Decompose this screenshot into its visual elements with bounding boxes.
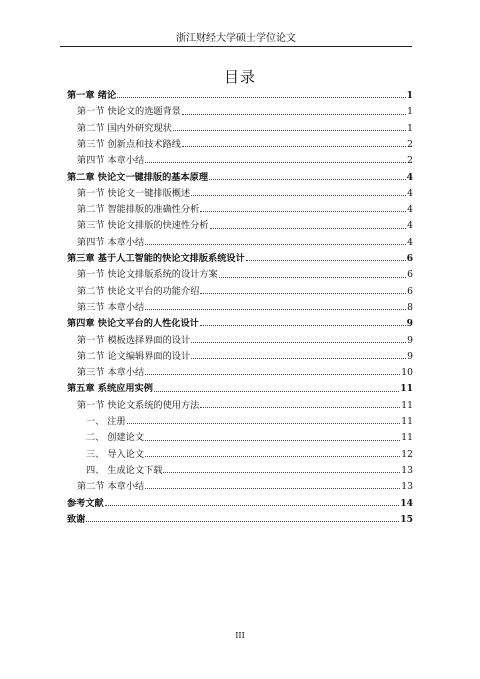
toc-page-number: 13 — [401, 481, 413, 493]
toc-entry-text: 第三节 快论文排版的快速性分析 — [77, 220, 209, 232]
toc-entry-text: 第二节 快论文平台的功能介绍 — [77, 285, 200, 297]
toc-entry[interactable] — [67, 347, 413, 363]
toc-entry[interactable] — [67, 282, 413, 298]
toc-page-number: 4 — [407, 204, 413, 216]
toc-leader-dots — [209, 179, 406, 180]
toc-entry[interactable] — [67, 510, 413, 526]
toc-entry-text: 第三节 本章小结 — [77, 301, 145, 313]
toc-entry-text: 第一节 模板选择界面的设计 — [77, 334, 191, 346]
toc-page-number: 9 — [406, 318, 413, 330]
toc-entry[interactable] — [67, 216, 413, 232]
toc-page-number: 11 — [401, 399, 413, 411]
toc-page-number: 6 — [407, 285, 413, 297]
toc-entry[interactable] — [67, 233, 413, 249]
toc-entry[interactable] — [67, 330, 413, 346]
toc-entry-text: 第二节 智能排版的准确性分析 — [77, 204, 200, 216]
toc-leader-dots — [127, 423, 401, 424]
toc-leader-dots — [182, 114, 406, 115]
toc-leader-dots — [191, 195, 406, 196]
toc-page-number: 1 — [407, 106, 413, 118]
toc-entry-text: 一、 注册 — [86, 416, 126, 428]
toc-entry[interactable] — [67, 428, 413, 444]
toc-leader-dots — [86, 521, 399, 522]
toc-entry-text: 第五章 系统应用实例 — [67, 383, 153, 395]
toc-entry[interactable] — [67, 249, 413, 265]
toc-entry-text: 第三章 基于人工智能的快论文排版系统设计 — [67, 253, 245, 265]
toc-entry-text: 第二节 国内外研究现状 — [77, 122, 172, 134]
toc-leader-dots — [163, 472, 400, 473]
toc-entry[interactable] — [67, 167, 413, 183]
toc-entry-text: 第三节 本章小结 — [77, 367, 145, 379]
toc-leader-dots — [200, 407, 400, 408]
toc-entry-text: 二、 创建论文 — [86, 432, 145, 444]
toc-leader-dots — [200, 325, 406, 326]
header-rule — [60, 46, 412, 47]
toc-entry-text: 第三节 创新点和技术路线 — [77, 138, 181, 150]
toc-leader-dots — [145, 440, 400, 441]
toc-page-number: 13 — [401, 464, 413, 476]
toc-page-number: 2 — [407, 138, 413, 150]
toc-entry[interactable] — [67, 265, 413, 281]
toc-entry[interactable] — [67, 461, 413, 477]
toc-page-number: 6 — [407, 269, 413, 281]
toc-entry-text: 三、 导入论文 — [86, 448, 145, 460]
toc-leader-dots — [145, 456, 400, 457]
toc-leader-dots — [200, 211, 406, 212]
toc-leader-dots — [145, 244, 406, 245]
toc-entry[interactable] — [67, 184, 413, 200]
toc-page-number: 15 — [400, 513, 413, 525]
toc-page-number: 1 — [407, 122, 413, 134]
toc-entry-text: 第二节 本章小结 — [77, 481, 145, 493]
toc-entry[interactable] — [67, 477, 413, 493]
toc-entry-text: 参考文献 — [67, 497, 104, 509]
toc-entry[interactable] — [67, 412, 413, 428]
toc-entry[interactable] — [67, 363, 413, 379]
toc-page-number: 9 — [407, 350, 413, 362]
toc-leader-dots — [210, 228, 407, 229]
toc-page-number: 6 — [406, 253, 413, 265]
toc-entry[interactable] — [67, 445, 413, 461]
toc-page-number: 4 — [407, 236, 413, 248]
toc-page-number: 4 — [406, 171, 413, 183]
toc-entry-text: 四、 生成论文下载 — [86, 464, 163, 476]
toc-entry-text: 第二章 快论文一键排版的基本原理 — [67, 171, 209, 183]
toc-title: 目录 — [223, 68, 256, 86]
toc-entry-text: 第一节 快论文排版系统的设计方案 — [77, 269, 218, 281]
toc-leader-dots — [145, 309, 406, 310]
toc-leader-dots — [200, 293, 406, 294]
header-text: 浙江财经大学硕士学位论文 — [176, 33, 296, 44]
toc-entry[interactable] — [67, 119, 413, 135]
toc-leader-dots — [246, 260, 406, 261]
toc-entry[interactable] — [67, 396, 413, 412]
toc-leader-dots — [182, 146, 406, 147]
toc-entry[interactable] — [67, 298, 413, 314]
toc-page-number: 10 — [401, 367, 413, 379]
toc-entry-text: 第二节 论文编辑界面的设计 — [77, 350, 191, 362]
table-of-contents — [67, 86, 413, 526]
toc-page-number: 14 — [400, 497, 413, 509]
toc-page-number: 11 — [400, 383, 413, 395]
toc-entry[interactable] — [67, 102, 413, 118]
toc-page-number: 12 — [401, 448, 413, 460]
toc-entry-text: 第四章 快论文平台的人性化设计 — [67, 318, 199, 330]
toc-leader-dots — [145, 374, 400, 375]
page-number: III — [235, 631, 245, 640]
toc-leader-dots — [173, 130, 406, 131]
toc-entry-text: 致谢 — [67, 513, 86, 525]
toc-leader-dots — [191, 342, 406, 343]
toc-leader-dots — [145, 488, 400, 489]
toc-entry[interactable] — [67, 135, 413, 151]
toc-entry[interactable] — [67, 200, 413, 216]
toc-page-number: 4 — [407, 220, 413, 232]
toc-entry[interactable] — [67, 151, 413, 167]
toc-entry[interactable] — [67, 314, 413, 330]
toc-entry-text: 第一节 快论文系统的使用方法 — [77, 399, 200, 411]
toc-entry[interactable] — [67, 493, 413, 509]
toc-page-number: 8 — [407, 301, 413, 313]
toc-page-number: 4 — [407, 187, 413, 199]
toc-leader-dots — [191, 358, 406, 359]
toc-entry-text: 第一节 快论文的选题背景 — [77, 106, 181, 118]
toc-page-number: 9 — [407, 334, 413, 346]
toc-leader-dots — [145, 162, 406, 163]
toc-entry[interactable] — [67, 379, 413, 395]
toc-leader-dots — [154, 391, 399, 392]
toc-page-number: 11 — [401, 416, 413, 428]
toc-entry-text: 第一章 绪论 — [67, 90, 117, 102]
toc-leader-dots — [105, 505, 399, 506]
toc-page-number: 1 — [406, 90, 413, 102]
toc-entry-text: 第四节 本章小结 — [77, 155, 145, 167]
toc-leader-dots — [219, 277, 406, 278]
toc-page-number: 11 — [401, 432, 413, 444]
toc-page-number: 2 — [407, 155, 413, 167]
toc-entry-text: 第四节 本章小结 — [77, 236, 145, 248]
toc-entry[interactable] — [67, 86, 413, 102]
toc-entry-text: 第一节 快论文一键排版概述 — [77, 187, 191, 199]
toc-leader-dots — [117, 97, 405, 98]
